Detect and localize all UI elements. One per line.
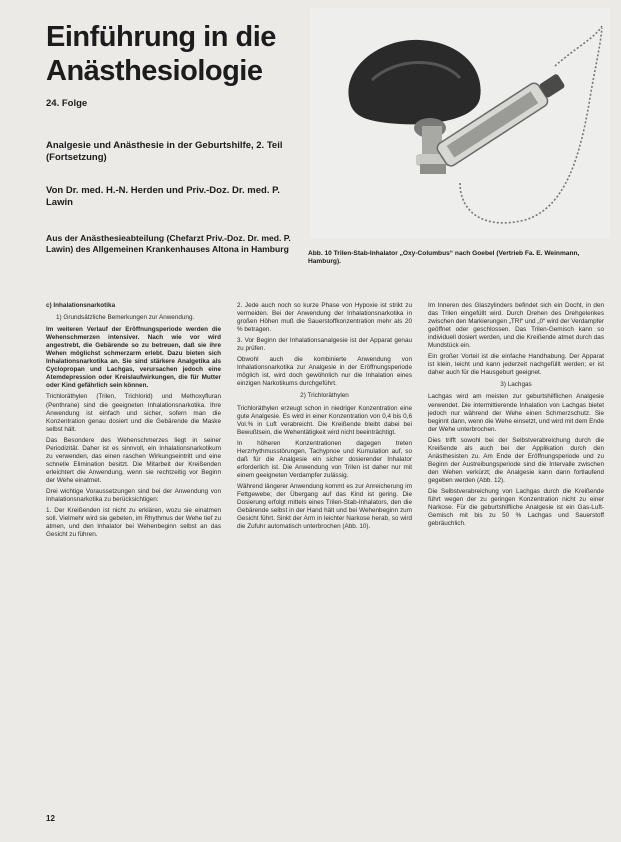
text-column-2 xyxy=(237,302,412,802)
paragraph: Die Selbstverabreichung von Lachgas durch die Kreißende führt wegen der zu geringen Konzentration nicht zu einer Narkose. Für die geburtshilfliche Analgesie ist ein Gas-Luft-Gemisch mit bis zu 50 % Lachgas und Sauerstoff gebräuchlich. xyxy=(428,487,604,528)
page-title: Einführung in die Anästhesiologie xyxy=(46,21,276,87)
paragraph: In höheren Konzentrationen dagegen treten Herzrhythmusstörungen, Tachypnoe und Kumulation auf, so daß für die Analgesie ein sicher dosierender Inhalator erforderlich ist. Die Anwendung von Trilen ist daher nur mit einem geeigneten Verdampfer zulässig. xyxy=(237,439,412,479)
figure-caption: Abb. 10 Trilen-Stab-Inhalator „Oxy-Columbus“ nach Goebel (Vertrieb Fa. E. Weinmann, Hamburg). xyxy=(308,250,580,266)
section-heading: c) Inhalationsnarkotika xyxy=(46,302,116,309)
paragraph: Trichloräthylen (Trilen, Trichlorid) und Methoxyfluran (Penthrane) sind die geeigneten Inhalationsnarkotika. Ihre Anwendung ist einfach und sicher, sofern man die Konzentration genau dosiert und die Gebärende die Maske selbst hält. xyxy=(46,393,221,433)
paragraph: 3. Vor Beginn der Inhalationsanalgesie ist der Apparat genau zu prüfen. xyxy=(237,337,412,353)
paragraph: Trichloräthylen erzeugt schon in niedriger Konzentration eine gute Analgesie. Es wird in einer Konzentration von 0,4 bis 0,6 Vol.% in Luft verabreicht. Die Kreißende bleibt dabei bei Bewußtsein, die Wehentätigkeit wird nicht beeinträchtigt. xyxy=(237,404,412,436)
paragraph: Obwohl auch die kombinierte Anwendung von Inhalationsnarkotika zur Analgesie in der Eröffnungsperiode möglich ist, wird doch gewöhnlich nur die Inhalation eines einzigen Narkotikums durchgeführt. xyxy=(237,356,412,388)
text-column-1 xyxy=(46,302,221,802)
paragraph: Lachgas wird am meisten zur geburtshilflichen Analgesie verwendet. Die intermittierende Inhalation von Lachgas bietet jedoch nur während der Wehe einen Schmerzschutz. Sie beginnt dann, wenn die Wehe einsetzt, und wird mit dem Ende der Wehe unterbrochen. xyxy=(428,393,604,433)
paragraph: 2. Jede auch noch so kurze Phase von Hypoxie ist strikt zu vermeiden. Bei der Anwendung der Inhalationsnarkotika in großen Höhen muß die Sauerstoffkonzentration mehr als 20 % betragen. xyxy=(237,302,412,334)
paragraph: Während längerer Anwendung kommt es zur Anreicherung im Fettgewebe; der Übergang auf das Kind ist gering. Die Dosierung erfolgt mittels eines Trilen-Stab-Inhalators, den die Gebärende selbst in der Hand hält und bei Wehenbeginn zum Gesicht führt. Sinkt der Arm in leichter Narkose herab, so wird die Zufuhr automatisch unterbrochen (Abb. 10). xyxy=(237,482,412,531)
subsection-heading: 3) Lachgas xyxy=(500,381,532,389)
article-subtitle: Analgesie und Anästhesie in der Geburtshilfe, 2. Teil (Fortsetzung) xyxy=(46,140,283,163)
paragraph: Das Besondere des Wehenschmerzes liegt in seiner Periodizität. Daher ist es sinnvoll, ein Inhalationsnarkotikum zu verwenden, das einen raschen Wirkungseintritt und eine schnelle Elimination besitzt. Die Mitarbeit der Kreißenden erleichtert die Anwendung, wenn sie rechtzeitig vor Beginn der Wehe einatmet. xyxy=(46,436,221,484)
authors: Von Dr. med. H.-N. Herden und Priv.-Doz. Dr. med. P. Lawin xyxy=(46,185,280,208)
paragraph: Drei wichtige Voraussetzungen sind bei der Anwendung von Inhalationsnarkotika zu berücksichtigen: xyxy=(46,487,221,504)
paragraph: Dies trifft sowohl bei der Selbstverabreichung durch die Kreißende als auch bei der Applikation durch den Anästhesisten zu. Am Ende der Eröffnungsperiode und zu Beginn der Austreibungsperiode sind die Intervalle zwischen den Wehen verkürzt; die Analgesie kann dann fortlaufend gegeben werden (Abb. 12). xyxy=(428,436,604,484)
affiliation: Aus der Anästhesieabteilung (Chefarzt Priv.-Doz. Dr. med. P. Lawin) des Allgemeinen Krankenhauses Altona in Hamburg xyxy=(46,233,291,254)
series-label: 24. Folge xyxy=(46,98,88,109)
paragraph: Im Inneren des Glaszylinders befindet sich ein Docht, in den das Trilen eingefüllt wird. Durch Drehen des Drehgelenkes zwischen den Markierungen „TRI“ und „0“ wird der Verdampfer geöffnet oder geschlossen. Das Trilen-Gemisch kann so individuell dosiert werden, und die Kreißende atmet durch das Mundstück ein. xyxy=(428,302,604,350)
page-number: 12 xyxy=(46,814,55,823)
paragraph: Ein großer Vorteil ist die einfache Handhabung. Der Apparat ist klein, leicht und kann jederzeit nachgefüllt werden; er ist daher auch für die Hausgeburt geeignet. xyxy=(428,353,604,377)
paragraph: 1. Der Kreißenden ist nicht zu erklären, wozu sie einatmen soll. Vielmehr wird sie gebeten, im Rhythmus der Wehe tief zu atmen, und den Inhalator bei Wehenbeginn selbst an das Gesicht zu führen. xyxy=(46,507,221,539)
subsection-heading: 2) Trichloräthylen xyxy=(300,392,349,400)
subsection-heading: 1) Grundsätzliche Bemerkungen zur Anwendung. xyxy=(56,314,195,322)
text-column-3 xyxy=(428,302,604,802)
paragraph: Im weiteren Verlauf der Eröffnungsperiode werden die Wehenschmerzen intensiver. Nach wie vor wird angestrebt, die Gebärende so zu betreuen, daß sie ihre Wehen möglichst schmerzarm erlebt. Dazu bieten sich Inhalationsnarkotika an. Sie sind stärkere Analgetika als Cyclopropan und Lachgas, verursachen jedoch eine Atemdepression oder Kreislaufwirkungen, die für Mutter oder Kind gefährlich sein können. xyxy=(46,326,221,390)
inhaler-photo xyxy=(310,8,610,238)
